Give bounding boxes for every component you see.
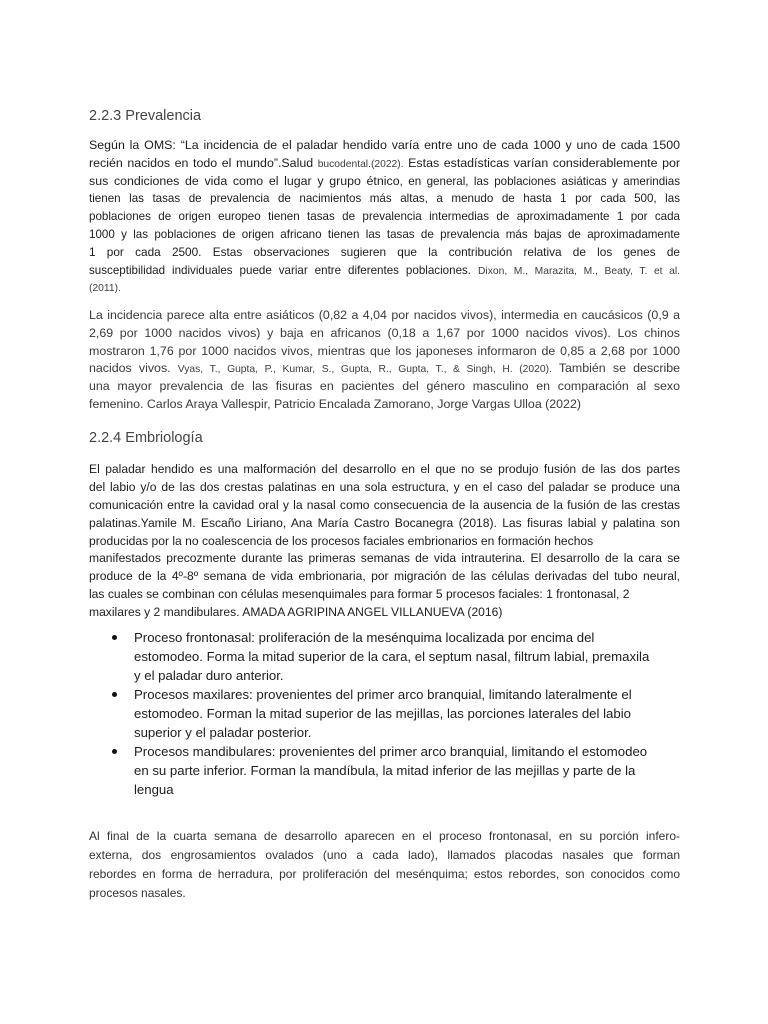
text-line: sus condiciones de vida como el lugar y grupo étnico, en general, las poblaciones asiáticas y amerindias	[89, 173, 680, 188]
text-line: susceptibilidad individuales puede variar entre diferentes poblaciones. Dixon, M., Marazita, M., Beaty, T. et al.	[89, 263, 680, 277]
paragraph-oms	[89, 137, 680, 297]
text-line: nacidos vivos. Vyas, T., Gupta, P., Kumar, S., Gupta, R., Gupta, T., & Singh, H. (2020). También se describe	[89, 361, 680, 376]
heading-embriologia: 2.2.4 Embriología	[89, 430, 203, 446]
text-line: maxilares y 2 mandibulares. AMADA AGRIPINA ANGEL VILLANUEVA (2016)	[89, 605, 503, 620]
text-line: las cuales se combinan con células mesenquimales para formar 5 procesos faciales: 1 frontonasal, 2	[89, 587, 630, 602]
text-line: poblaciones de origen europeo tienen tasas de prevalencia intermedias de aproximadamente 1 por cada	[89, 210, 680, 224]
text-line: recién nacidos en todo el mundo”.Salud bucodental.(2022). Estas estadísticas varían considerablemente por	[89, 155, 680, 170]
text-line: procesos nasales.	[89, 886, 186, 900]
list-item: Procesos mandibulares: provenientes del primer arco branquial, limitando el estomodeo en su parte inferior. Forman la mandíbula, la mitad inferior de las mejillas y parte de la lengua	[89, 742, 680, 799]
text-line: palatinas.Yamile M. Escaño Liriano, Ana María Castro Bocanegra (2018). Las fisuras labial y palatina son	[89, 515, 680, 530]
text-line: externa, dos engrosamientos ovalados (uno a cada lado), llamados placodas nasales que forman	[89, 848, 680, 862]
bullet-icon	[112, 635, 117, 640]
text-line: mostraron 1,76 por 1000 nacidos vivos, mientras que los japoneses informaron de 0,85 a 2,68 por 1000	[89, 343, 680, 358]
text-line: El paladar hendido es una malformación del desarrollo en el que no se produjo fusión de las dos partes	[89, 462, 680, 476]
list-item: Procesos maxilares: provenientes del primer arco branquial, limitando lateralmente el estomodeo. Forman la mitad superior de las mejillas, las porciones laterales del labio superior y el paladar posterior.	[89, 685, 680, 742]
text-line: produce de la 4º-8º semana de vida embrionaria, por migración de las células derivadas del tubo neural,	[89, 569, 680, 584]
text-line: tienen las tasas de prevalencia de nacimientos más altas, a menudo de hasta 1 por cada 500, las	[89, 192, 680, 206]
text-line: producidas por la no coalescencia de los procesos faciales embrionarios en formación hechos	[89, 533, 594, 548]
text-line: rebordes en forma de herradura, por proliferación del mesénquima; estos rebordes, son conocidos como	[89, 867, 680, 881]
facial-processes-list	[89, 628, 680, 799]
text-line: comunicación entre la cavidad oral y la nasal como consecuencia de la ausencia de la fusión de las crestas	[89, 497, 680, 512]
paragraph-incidencia	[89, 307, 680, 414]
text-line: 2,69 por 1000 nacidos vivos) y baja en africanos (0,18 a 1,67 por 1000 nacidos vivos). Los chinos	[89, 325, 680, 340]
heading-prevalencia: 2.2.3 Prevalencia	[89, 108, 202, 124]
text-line: manifestados precozmente durante las primeras semanas de vida intrauterina. El desarrollo de la cara se	[89, 551, 680, 566]
text-line: del labio y/o de las dos crestas palatinas en una sola estructura, y en el caso del paladar se produce una	[89, 479, 680, 494]
bullet-icon	[112, 692, 117, 697]
text-line: 1000 y las poblaciones de origen africano tienen las tasas de prevalencia más bajas de aproximadamente	[89, 227, 680, 241]
list-item: Proceso frontonasal: proliferación de la mesénquima localizada por encima del estomodeo. Forma la mitad superior de la cara, el septum nasal, filtrum labial, premaxila y el paladar duro anterior.	[89, 628, 680, 685]
text-line: La incidencia parece alta entre asiáticos (0,82 a 4,04 por nacidos vivos), intermedia en caucásicos (0,9 a	[89, 308, 680, 322]
bullet-icon	[112, 749, 117, 754]
text-line: una mayor prevalencia de las fisuras en pacientes del género masculino en comparación al sexo	[89, 379, 680, 394]
paragraph-cuarta-semana	[89, 827, 680, 903]
text-line: Según la OMS: “La incidencia de el paladar hendido varía entre uno de cada 1000 y uno de cada 1500	[89, 138, 680, 152]
text-line: Al final de la cuarta semana de desarrollo aparecen en el proceso frontonasal, en su porción infero-	[89, 829, 680, 843]
text-line: 1 por cada 2500. Estas observaciones sugieren que la contribución relativa de los genes de	[89, 244, 680, 259]
paragraph-paladar-hendido	[89, 461, 680, 622]
text-line: (2011).	[89, 283, 121, 295]
text-line: femenino. Carlos Araya Vallespir, Patricio Encalada Zamorano, Jorge Vargas Ulloa (2022)	[89, 396, 581, 411]
